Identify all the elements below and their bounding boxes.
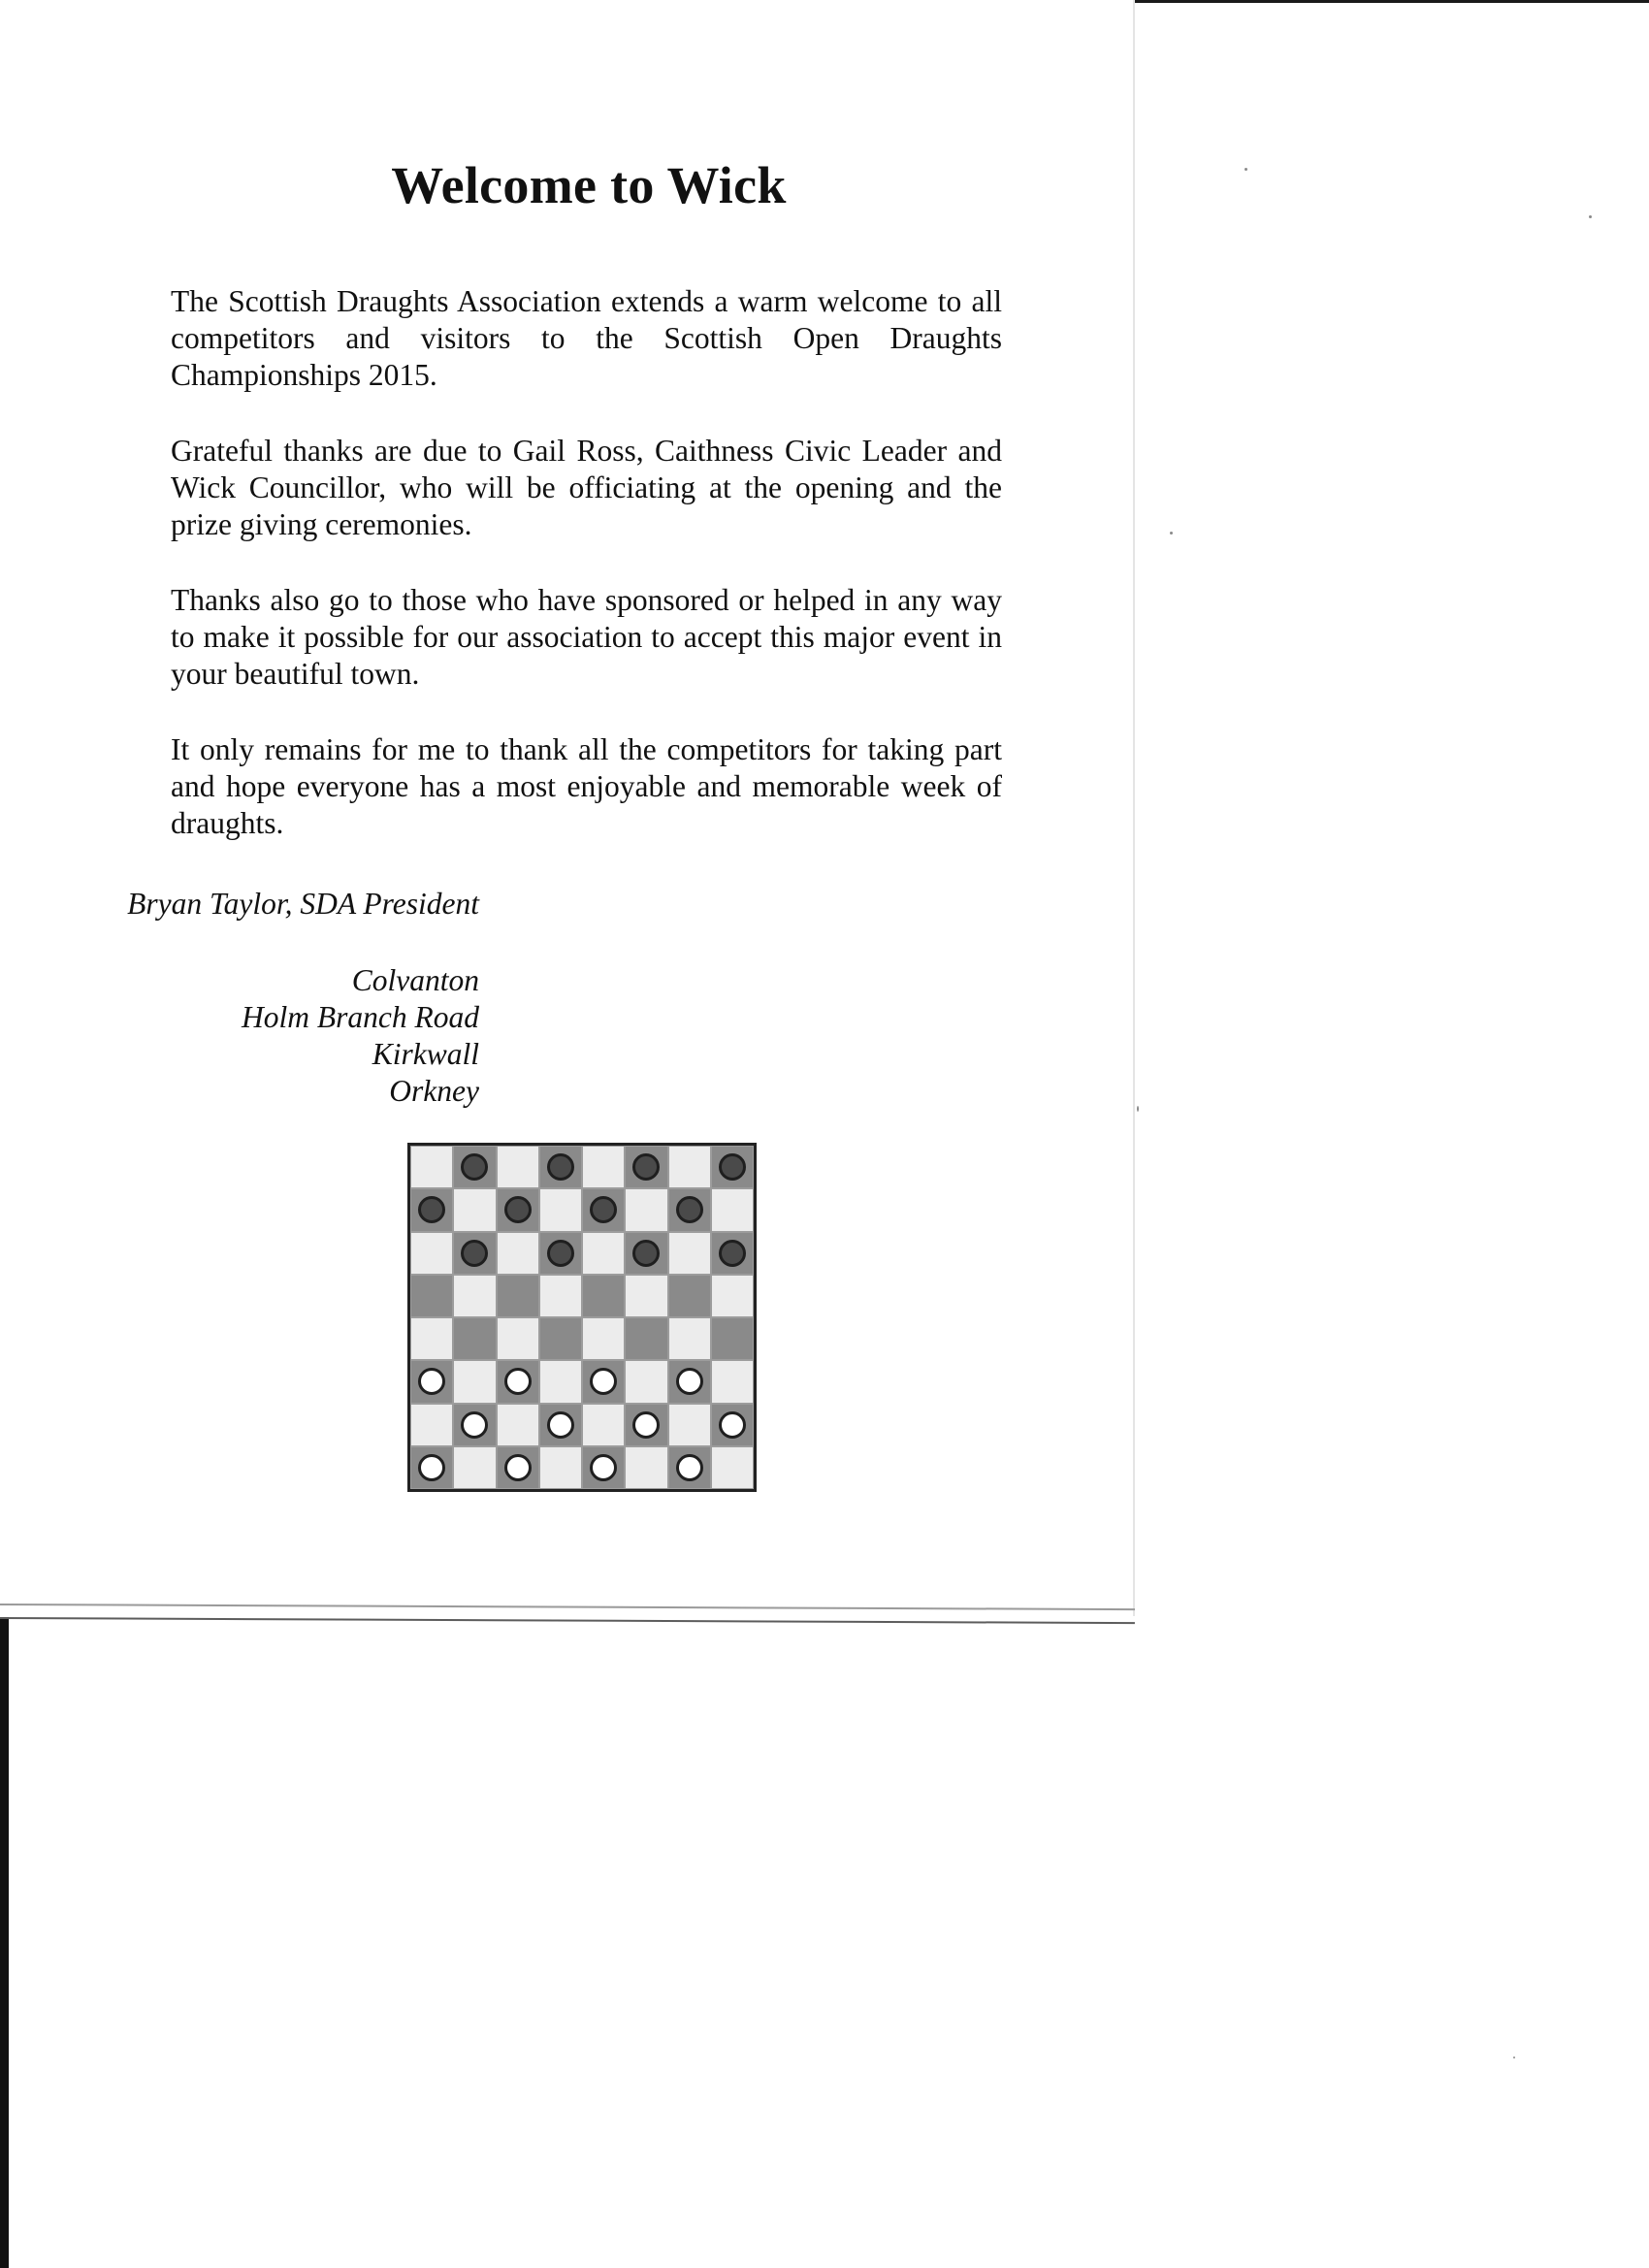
board-square [625, 1232, 667, 1275]
address-line: Holm Branch Road [242, 1000, 479, 1034]
board-square [453, 1188, 496, 1231]
white-piece-icon [461, 1411, 488, 1439]
black-piece-icon [461, 1240, 488, 1267]
black-piece-icon [504, 1196, 532, 1223]
board-square [497, 1360, 539, 1403]
board-square [711, 1446, 754, 1489]
board-square [539, 1360, 582, 1403]
board-square [668, 1404, 711, 1446]
board-square [625, 1317, 667, 1360]
white-piece-icon [632, 1411, 660, 1439]
scan-speck [1170, 532, 1173, 535]
paragraph-thanks-gail-ross: Grateful thanks are due to Gail Ross, Caithness Civic Leader and Wick Councillor, who will be officiating at the opening and the prize giving ceremonies. [171, 434, 1002, 541]
page-title: Welcome to Wick [391, 156, 787, 214]
board-square [625, 1360, 667, 1403]
black-piece-icon [719, 1240, 746, 1267]
white-piece-icon [590, 1454, 617, 1481]
board-square [539, 1446, 582, 1489]
draughts-board-illustration [407, 1143, 757, 1492]
board-square [625, 1446, 667, 1489]
white-piece-icon [504, 1368, 532, 1395]
board-square [711, 1317, 754, 1360]
board-square [582, 1317, 625, 1360]
board-square [711, 1360, 754, 1403]
black-piece-icon [719, 1153, 746, 1181]
white-piece-icon [547, 1411, 574, 1439]
board-square [410, 1360, 453, 1403]
board-square [625, 1275, 667, 1317]
black-piece-icon [418, 1196, 445, 1223]
scan-speck [1245, 168, 1247, 171]
address-block [242, 962, 479, 1110]
board-square [539, 1146, 582, 1188]
white-piece-icon [590, 1368, 617, 1395]
board-square [668, 1275, 711, 1317]
white-piece-icon [676, 1454, 703, 1481]
board-square [497, 1317, 539, 1360]
white-piece-icon [504, 1454, 532, 1481]
board-square [410, 1404, 453, 1446]
scan-speck [1137, 1106, 1139, 1112]
board-square [497, 1146, 539, 1188]
white-piece-icon [418, 1454, 445, 1481]
address-line: Kirkwall [372, 1037, 479, 1071]
board-square [711, 1404, 754, 1446]
signature: Bryan Taylor, SDA President [127, 887, 479, 921]
board-square [410, 1188, 453, 1231]
board-square [453, 1146, 496, 1188]
scan-speck [1589, 215, 1592, 218]
black-piece-icon [632, 1153, 660, 1181]
board-square [582, 1360, 625, 1403]
board-square [453, 1275, 496, 1317]
board-square [711, 1146, 754, 1188]
board-square [497, 1188, 539, 1231]
white-piece-icon [719, 1411, 746, 1439]
black-piece-icon [590, 1196, 617, 1223]
document-page [0, 0, 1133, 1617]
board-square [453, 1404, 496, 1446]
board-square [410, 1446, 453, 1489]
board-square [410, 1275, 453, 1317]
board-square [711, 1275, 754, 1317]
paragraph-welcome: The Scottish Draughts Association extends a warm welcome to all competitors and visitors to the Scottish Open Draughts Championships 2015. [171, 284, 1002, 392]
board-square [582, 1188, 625, 1231]
board-square [711, 1188, 754, 1231]
board-square [711, 1232, 754, 1275]
board-square [539, 1188, 582, 1231]
paragraph-thanks-sponsors: Thanks also go to those who have sponsored or helped in any way to make it possible for our association to accept this major event in your beautiful town. [171, 583, 1002, 691]
board-square [668, 1232, 711, 1275]
board-square [497, 1275, 539, 1317]
white-piece-icon [418, 1368, 445, 1395]
black-piece-icon [676, 1196, 703, 1223]
board-square [582, 1446, 625, 1489]
board-square [539, 1232, 582, 1275]
board-square [453, 1317, 496, 1360]
black-piece-icon [461, 1153, 488, 1181]
paragraph-closing: It only remains for me to thank all the competitors for taking part and hope everyone has a most enjoyable and memorable week of draughts. [171, 732, 1002, 840]
board-square [668, 1188, 711, 1231]
black-piece-icon [547, 1153, 574, 1181]
board-square [668, 1146, 711, 1188]
board-square [582, 1275, 625, 1317]
board-square [410, 1232, 453, 1275]
board-square [453, 1446, 496, 1489]
black-piece-icon [632, 1240, 660, 1267]
board-square [625, 1146, 667, 1188]
address-line: Orkney [389, 1074, 479, 1108]
board-square [539, 1404, 582, 1446]
page-right-edge [1133, 0, 1135, 1616]
board-square [582, 1404, 625, 1446]
scan-speck [1513, 2057, 1515, 2058]
board-square [625, 1188, 667, 1231]
board-square [453, 1232, 496, 1275]
board-square [410, 1317, 453, 1360]
white-piece-icon [676, 1368, 703, 1395]
board-square [625, 1404, 667, 1446]
board-square [668, 1360, 711, 1403]
board-square [539, 1275, 582, 1317]
board-square [539, 1317, 582, 1360]
board-square [410, 1146, 453, 1188]
address-line: Colvanton [351, 963, 479, 997]
board-square [453, 1360, 496, 1403]
scan-left-edge [0, 1601, 9, 2268]
board-square [582, 1146, 625, 1188]
board-square [497, 1446, 539, 1489]
board-square [582, 1232, 625, 1275]
welcome-text [171, 283, 1002, 881]
black-piece-icon [547, 1240, 574, 1267]
board-square [668, 1446, 711, 1489]
board-square [497, 1404, 539, 1446]
board-square [668, 1317, 711, 1360]
board-square [497, 1232, 539, 1275]
